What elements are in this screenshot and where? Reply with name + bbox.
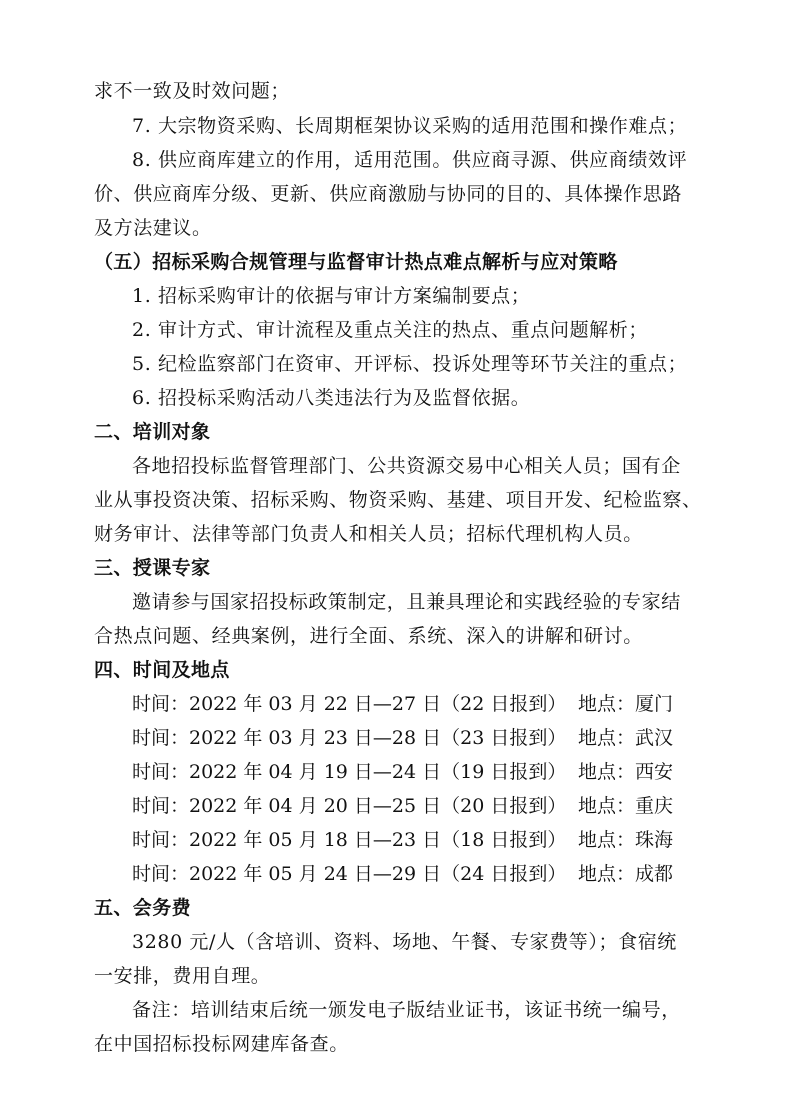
schedule-place: 地点：成都 (578, 863, 674, 885)
schedule-place: 地点：武汉 (578, 727, 674, 749)
paragraph-line: 业从事投资决策、招标采购、物资采购、基建、项目开发、纪检监察、 (94, 489, 702, 511)
list-item: 8. 供应商库建立的作用，适用范围。供应商寻源、供应商绩效评 (132, 149, 688, 171)
paragraph-line: 邀请参与国家招投标政策制定，且兼具理论和实践经验的专家结 (132, 591, 681, 613)
note-line: 在中国招标投标网建库备查。 (94, 1033, 349, 1055)
section-heading: （五）招标采购合规管理与监督审计热点难点解析与应对策略 (94, 251, 618, 273)
list-item: 5. 纪检监察部门在资审、开评标、投诉处理等环节关注的重点； (132, 353, 688, 375)
paragraph-line: 价、供应商库分级、更新、供应商激励与协同的目的、具体操作思路 (94, 183, 683, 205)
paragraph-line: 3280 元/人（含培训、资料、场地、午餐、专家费等）；食宿统 (132, 931, 677, 953)
section-heading: 二、培训对象 (94, 421, 211, 443)
section-heading: 三、授课专家 (94, 557, 211, 579)
paragraph-line: 各地招投标监督管理部门、公共资源交易中心相关人员；国有企 (132, 455, 681, 477)
schedule-time: 时间：2022 年 05 月 24 日—29 日（24 日报到） (132, 863, 567, 885)
list-item: 2. 审计方式、审计流程及重点关注的热点、重点问题解析； (132, 319, 648, 341)
paragraph-line: 求不一致及时效问题； (94, 80, 291, 102)
paragraph-line: 财务审计、法律等部门负责人和相关人员；招标代理机构人员。 (94, 523, 643, 545)
schedule-place: 地点：珠海 (578, 829, 674, 851)
note-line: 备注：培训结束后统一颁发电子版结业证书，该证书统一编号， (132, 999, 681, 1021)
list-item: 6. 招投标采购活动八类违法行为及监督依据。 (132, 387, 531, 409)
schedule-time: 时间：2022 年 04 月 19 日—24 日（19 日报到） (132, 761, 567, 783)
schedule-time: 时间：2022 年 03 月 23 日—28 日（23 日报到） (132, 727, 567, 749)
paragraph-line: 一安排，费用自理。 (94, 965, 271, 987)
schedule-place: 地点：厦门 (578, 693, 674, 715)
schedule-time: 时间：2022 年 03 月 22 日—27 日（22 日报到） (132, 693, 567, 715)
schedule-place: 地点：西安 (578, 761, 674, 783)
section-heading: 四、时间及地点 (94, 659, 230, 681)
schedule-time: 时间：2022 年 04 月 20 日—25 日（20 日报到） (132, 795, 567, 817)
list-item: 1. 招标采购审计的依据与审计方案编制要点； (132, 285, 531, 307)
paragraph-line: 及方法建议。 (94, 217, 212, 239)
paragraph-line: 合热点问题、经典案例，进行全面、系统、深入的讲解和研讨。 (94, 625, 643, 647)
list-item: 7. 大宗物资采购、长周期框架协议采购的适用范围和操作难点； (132, 115, 688, 137)
section-heading: 五、会务费 (94, 897, 192, 919)
schedule-time: 时间：2022 年 05 月 18 日—23 日（18 日报到） (132, 829, 567, 851)
schedule-place: 地点：重庆 (578, 795, 674, 817)
